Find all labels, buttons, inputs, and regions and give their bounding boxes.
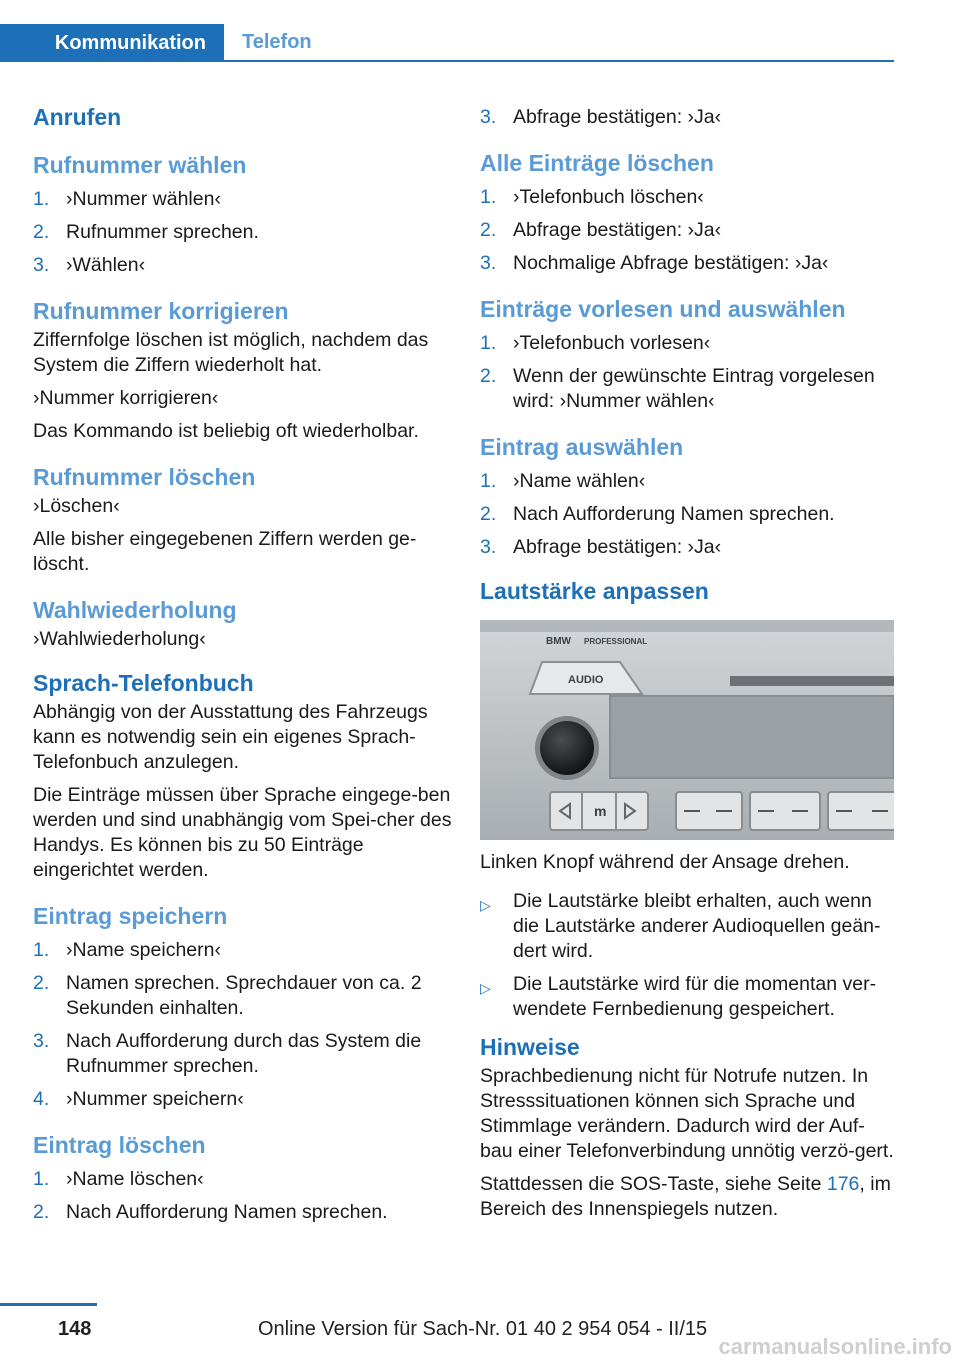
bullet-list: [480, 889, 896, 1022]
list-item: 3. Nochmalige Abfrage bestätigen: ›Ja‹: [480, 252, 829, 274]
list-item: 1. ›Name wählen‹: [480, 470, 646, 492]
svg-text:m: m: [594, 803, 607, 819]
list-item: 3. ›Wählen‹: [33, 254, 146, 276]
paragraph: ›Wahlwiederholung‹: [33, 628, 206, 650]
paragraph: Ziffernfolge löschen ist möglich, nachdem das System die Ziffern wiederholt hat.: [33, 329, 429, 376]
heading-eintraege-vorlesen: Einträge vorlesen und auswählen: [480, 296, 846, 322]
right-column: [480, 100, 896, 1222]
heading-anrufen: Anrufen: [33, 104, 122, 130]
list-item: 2. Nach Aufforderung Namen sprechen.: [480, 503, 835, 525]
steps-eintrag-speichern: [33, 938, 453, 1112]
heading-eintrag-loeschen: Eintrag löschen: [33, 1132, 206, 1158]
heading-eintrag-speichern: Eintrag speichern: [33, 903, 228, 929]
tab-kommunikation[interactable]: Kommunikation: [0, 24, 224, 62]
list-item: 4. ›Nummer speichern‹: [33, 1088, 244, 1110]
paragraph: Abhängig von der Ausstattung des Fahrzeugs kann es notwendig sein ein eigenes Sprach-Telefonbuch anzulegen.: [33, 701, 428, 773]
list-item: ▷ Die Lautstärke bleibt erhalten, auch wenn die Lautstärke anderer Audioquellen geän‐dert wird.: [480, 890, 881, 962]
paragraph: Stattdessen die SOS-Taste, siehe Seite 176, im Bereich des Innenspiegels nutzen.: [480, 1173, 891, 1220]
list-item: 1. ›Name speichern‹: [33, 939, 221, 961]
heading-alle-eintraege-loeschen: Alle Einträge löschen: [480, 150, 714, 176]
heading-rufnummer-waehlen: Rufnummer wählen: [33, 152, 247, 178]
watermark: carmanualsonline.info: [718, 1334, 952, 1359]
tab-telefon[interactable]: Telefon: [242, 30, 312, 53]
heading-rufnummer-loeschen: Rufnummer löschen: [33, 464, 256, 490]
svg-text:BMW: BMW: [546, 636, 571, 647]
paragraph: ›Löschen‹: [33, 495, 120, 517]
paragraph: Das Kommando ist beliebig oft wiederholbar.: [33, 420, 419, 442]
steps-vorlesen: [480, 331, 896, 414]
heading-eintrag-auswaehlen: Eintrag auswählen: [480, 434, 684, 460]
car-radio-icon: [480, 620, 894, 840]
list-item: 1. ›Nummer wählen‹: [33, 188, 221, 210]
list-item: 2. Abfrage bestätigen: ›Ja‹: [480, 219, 722, 241]
paragraph: Alle bisher eingegebenen Ziffern werden ge‐löscht.: [33, 528, 417, 575]
list-item: 1. ›Telefonbuch vorlesen‹: [480, 332, 711, 354]
triangle-bullet-icon: ▷: [480, 980, 491, 996]
image-caption: Linken Knopf während der Ansage drehen.: [480, 851, 850, 873]
heading-lautstaerke-anpassen: Lautstärke anpassen: [480, 578, 709, 604]
svg-text:PROFESSIONAL: PROFESSIONAL: [584, 637, 648, 646]
list-item: 1. ›Name löschen‹: [33, 1168, 204, 1190]
list-item: 2. Wenn der gewünschte Eintrag vorgelesen wird: ›Nummer wählen‹: [480, 365, 875, 412]
list-item: 3. Abfrage bestätigen: ›Ja‹: [480, 536, 722, 558]
left-column: [33, 100, 453, 1225]
steps-eintrag-loeschen: [33, 1167, 453, 1225]
svg-text:AUDIO: AUDIO: [568, 674, 604, 686]
paragraph: Sprachbedienung nicht für Notrufe nutzen. In Stresssituationen können sich Sprache und Stimmlage verändern. Dadurch wird der Auf‐bau einer Telefonverbindung unnötig verzö‐gert.: [480, 1065, 894, 1162]
page-link[interactable]: 176: [826, 1173, 860, 1195]
steps-auswaehlen: [480, 469, 896, 560]
page-number: 148: [58, 1318, 92, 1340]
list-item: 2. Namen sprechen. Sprechdauer von ca. 2 Sekunden einhalten.: [33, 972, 422, 1019]
radio-illustration: [480, 620, 894, 840]
list-item: 1. ›Telefonbuch löschen‹: [480, 186, 704, 208]
heading-wahlwiederholung: Wahlwiederholung: [33, 597, 237, 623]
steps-continued: [480, 105, 896, 130]
steps-alle-loeschen: [480, 185, 896, 276]
list-item: 2. Rufnummer sprechen.: [33, 221, 259, 243]
header-divider: [224, 60, 894, 62]
heading-sprach-telefonbuch: Sprach-Telefonbuch: [33, 670, 254, 696]
triangle-bullet-icon: ▷: [480, 897, 491, 913]
steps-rufnummer-waehlen: [33, 187, 453, 278]
header-tabs: [0, 24, 894, 62]
paragraph: Die Einträge müssen über Sprache eingege‐ben werden und sind unabhängig vom Spei‐cher des Handys. Es können bis zu 50 Einträge eingerichtet werden.: [33, 784, 452, 881]
list-item: ▷ Die Lautstärke wird für die momentan ver‐wendete Fernbedienung gespeichert.: [480, 973, 877, 1020]
list-item: 3. Nach Aufforderung durch das System die Rufnummer sprechen.: [33, 1030, 422, 1077]
footer-version: Online Version für Sach-Nr. 01 40 2 954 054 - II/15: [258, 1318, 708, 1340]
footer-line: [0, 1303, 97, 1306]
paragraph: ›Nummer korrigieren‹: [33, 387, 219, 409]
list-item: 2. Nach Aufforderung Namen sprechen.: [33, 1201, 388, 1223]
heading-hinweise: Hinweise: [480, 1034, 580, 1060]
heading-rufnummer-korrigieren: Rufnummer korrigieren: [33, 298, 289, 324]
list-item: 3. Abfrage bestätigen: ›Ja‹: [480, 106, 722, 128]
